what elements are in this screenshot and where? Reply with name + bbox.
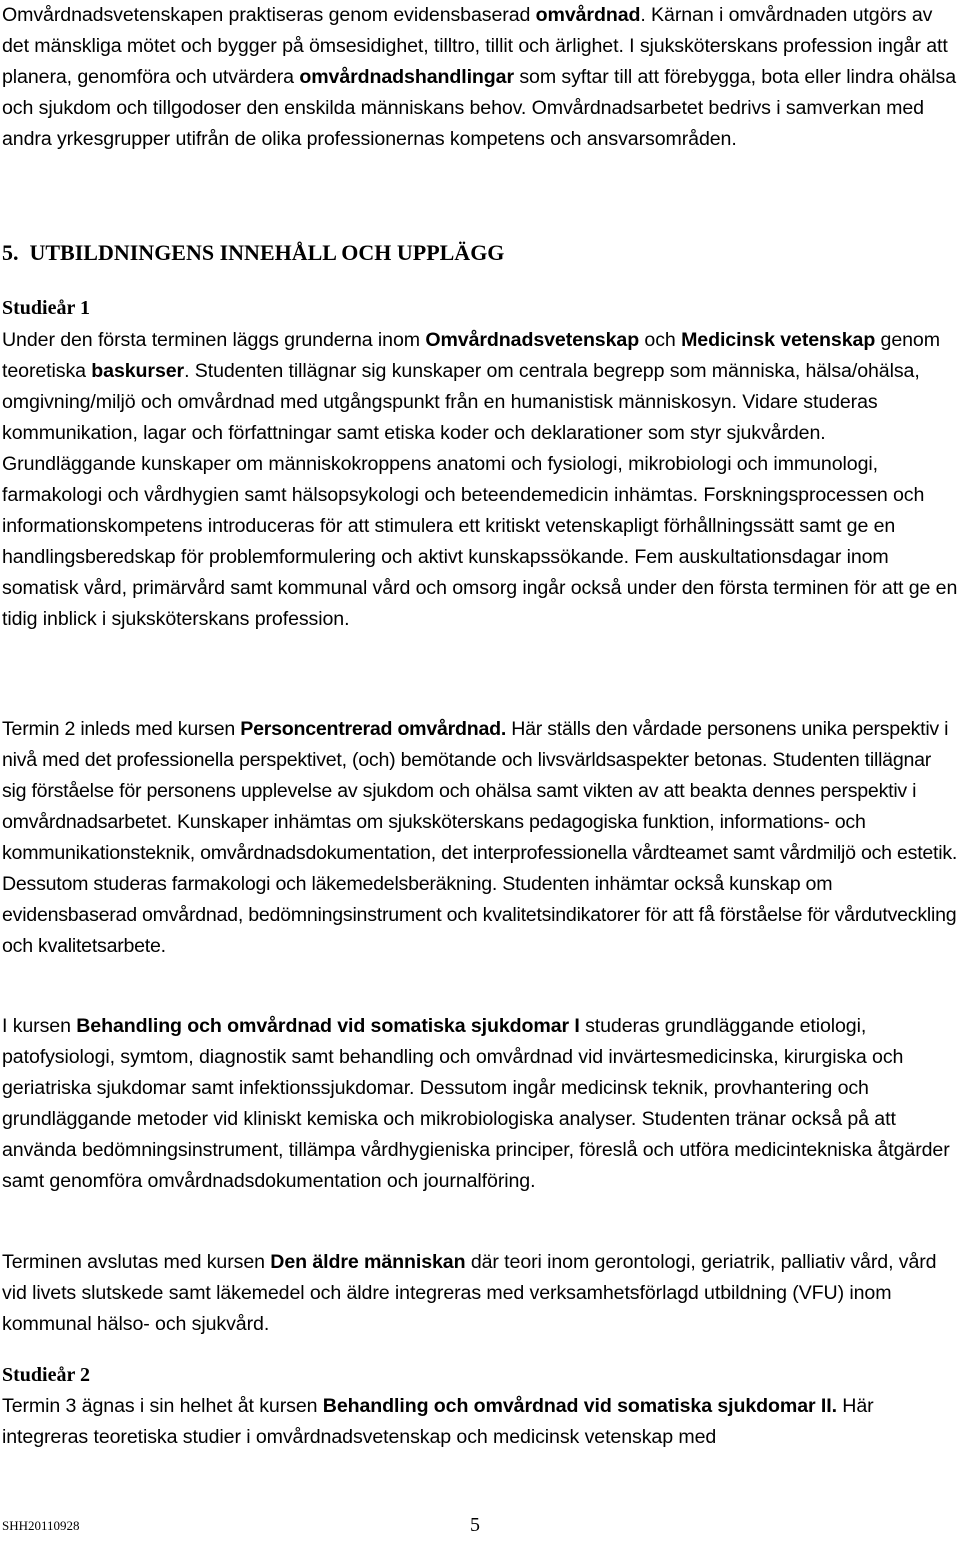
section-heading [2, 240, 504, 266]
year1-paragraph-2: Termin 2 inleds med kursen Personcentrerad omvårdnad. Här ställs den vårdade personens unika perspektiv i nivå med det professionella perspektivet, (och) bemötande och livsvärldsaspekter betonas. Studenten tillägnar sig förståelse för personens upplevelse av sjukdom och ohälsa samt vikten av att beakta dennes perspektiv i omvårdnadsarbetet. Kunskaper inhämtas om sjuksköterskans pedagogiska funktion, informations- och kommunikationsteknik, omvårdnadsdokumentation, det interprofessionella vårdteamet samt vårdmiljö och estetik. Dessutom studeras farmakologi och läkemedelsberäkning. Studenten inhämtar också kunskap om evidensbaserad omvårdnad, bedömningsinstrument och kvalitetsindikatorer för att få förståelse för vårdutveckling och kvalitetsarbete. [2, 718, 958, 957]
footer-page-number: 5 [470, 1514, 480, 1536]
section-title: UTBILDNINGENS INNEHÅLL OCH UPPLÄGG [29, 240, 505, 265]
year1-paragraph-1: Under den första terminen läggs grunderna inom Omvårdnadsvetenskap och Medicinsk vetenskap genom teoretiska baskurser. Studenten tillägnar sig kunskaper om centrala begrepp som människa, hälsa/ohälsa, omgivning/miljö och omvårdnad med utgångspunkt från en humanistisk människosyn. Vidare studeras kommunikation, lagar och författningar samt etiska koder och deklarationer som styr sjukvården. Grundläggande kunskaper om människokroppens anatomi och fysiologi, mikrobiologi och immunologi, farmakologi och vårdhygien samt hälsopsykologi och beteendemedicin inhämtas. Forskningsprocessen och informationskompetens introduceras för att stimulera ett kritiskt vetenskapligt förhållningssätt samt ge en handlingsberedskap för problemformulering och aktivt kunskapssökande. Fem auskultationsdagar inom somatisk vård, primärvård samt kommunal vård och omsorg ingår också under den första terminen för att ge en tidig inblick i sjuksköterskans profession. [2, 329, 958, 630]
intro-paragraph: Omvårdnadsvetenskapen praktiseras genom evidensbaserad omvårdnad. Kärnan i omvårdnaden utgörs av det mänskliga mötet och bygger på ömsesidighet, tilltro, tillit och ärlighet. I sjuksköterskans profession ingår att planera, genomföra och utvärdera omvårdnadshandlingar som syftar till att förebygga, bota eller lindra ohälsa och sjukdom och tillgodoser den enskilda människans behov. Omvårdnadsarbetet bedrivs i samverkan med andra yrkesgrupper utifrån de olika professionernas kompetens och ansvarsområden. [2, 4, 957, 150]
year2-paragraph-1: Termin 3 ägnas i sin helhet åt kursen Behandling och omvårdnad vid somatiska sjukdomar II. Här integreras teoretiska studier i omvårdnadsvetenskap och medicinsk vetenskap med [2, 1395, 874, 1448]
year1-paragraph-4: Terminen avslutas med kursen Den äldre människan där teori inom gerontologi, geriatrik, palliativ vård, vård vid livets slutskede samt läkemedel och äldre integreras med verksamhetsförlagd utbildning (VFU) inom kommunal hälso- och sjukvård. [2, 1251, 937, 1335]
year1-paragraph-3: I kursen Behandling och omvårdnad vid somatiska sjukdomar I studeras grundläggande etiologi, patofysiologi, symtom, diagnostik samt behandling och omvårdnad vid invärtesmedicinska, kirurgiska och geriatriska sjukdomar samt infektionssjukdomar. Dessutom ingår medicinsk teknik, provhantering och grundläggande metoder vid kliniskt kemiska och mikrobiologiska analyser. Studenten tränar också på att använda bedömningsinstrument, tillämpa vårdhygieniska principer, föreslå och utföra medicintekniska åtgärder samt genomföra omvårdnadsdokumentation och journalföring. [2, 1015, 950, 1192]
section-number: 5. [2, 240, 19, 265]
footer-document-code: SHH20110928 [2, 1518, 80, 1533]
year2-heading: Studieår 2 [2, 1364, 90, 1386]
year1-heading: Studieår 1 [2, 297, 90, 319]
